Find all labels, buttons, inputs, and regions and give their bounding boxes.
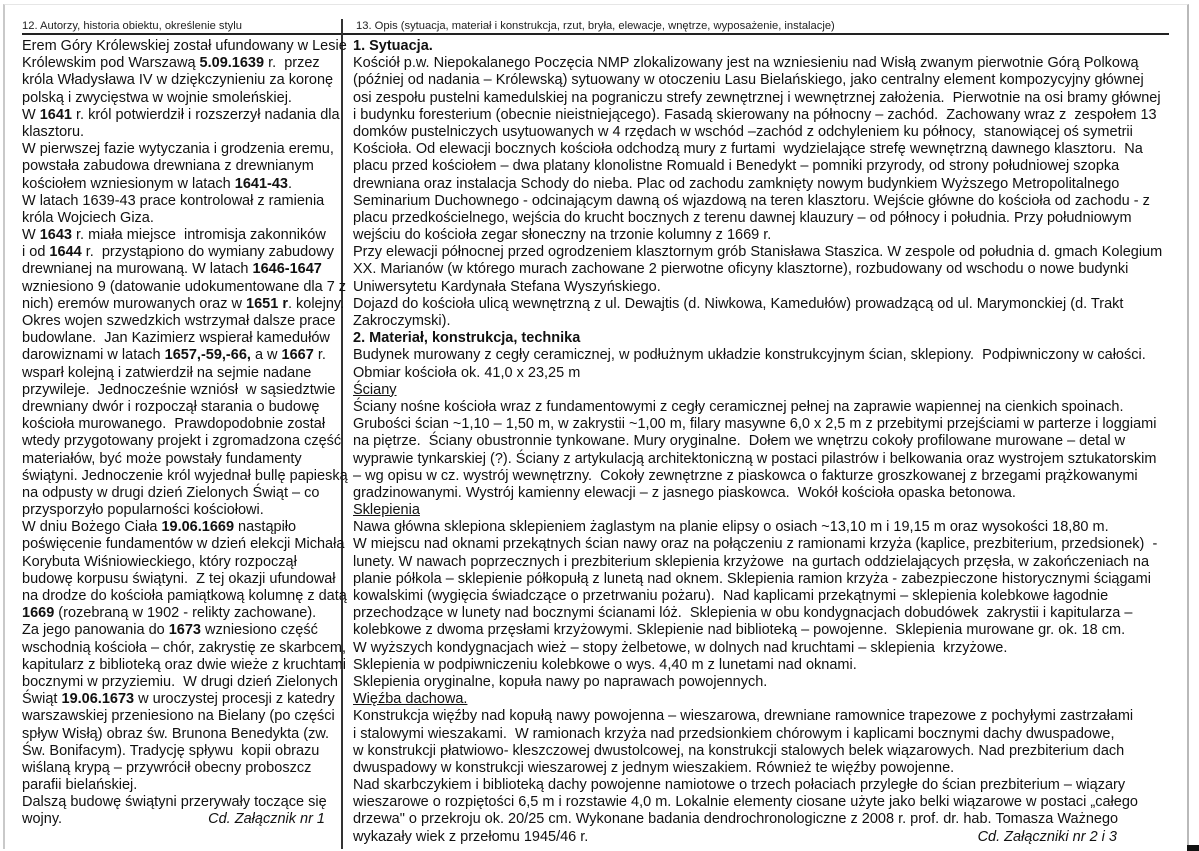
text-line — [353, 382, 1187, 399]
text-run: na odpusty w drugi dzień Zielonych Świąt – co — [22, 484, 320, 501]
text-run: kapitularz z biblioteką oraz dwie wieże z kruchtami — [22, 656, 346, 673]
text-run: polską i zwycięstwa w wojnie smoleńskiej. — [22, 89, 292, 106]
text-line — [22, 72, 340, 89]
text-line — [22, 330, 340, 347]
bold-text: 1657,-59,-66, — [164, 347, 251, 364]
text-line — [22, 107, 340, 124]
text-run: budowlane. Jan Kazimierz wspierał kamedułów — [22, 330, 330, 347]
text-line — [353, 330, 1187, 347]
text-run: nastąpiło — [234, 519, 297, 536]
text-run: przechodzące w lunety nad bocznymi ścianami lóż. Sklepienia w obu kondygnacjach dobudówek zakrystii i kapitularza – — [353, 605, 1133, 622]
text-line — [353, 261, 1187, 278]
text-run: Korybuta Wiśniowieckiego, który rozpoczął — [22, 553, 297, 570]
text-run: w uroczystej procesji z katedry — [134, 691, 335, 708]
text-line — [353, 794, 1187, 811]
text-line — [353, 640, 1187, 657]
text-run: poświęcenie fundamentów w dzień elekcji Michała — [22, 536, 345, 553]
text-line — [22, 554, 340, 571]
text-line — [22, 674, 340, 691]
text-line — [353, 210, 1187, 227]
text-line — [353, 38, 1187, 55]
text-line — [353, 726, 1187, 743]
text-run: W — [22, 106, 40, 123]
text-line — [353, 536, 1187, 553]
text-line — [22, 227, 340, 244]
text-line — [22, 691, 340, 708]
text-run: W miejscu nad oknami przekątnych ścian nawy oraz na połączeniu z ramionami krzyża (kaplice, prezbiterium, przedsionek) - — [353, 536, 1158, 553]
subsection-heading: Sklepienia — [353, 502, 420, 519]
text-run: W dniu Bożego Ciała — [22, 519, 162, 536]
text-line — [353, 416, 1187, 433]
text-run: wzniesiono część — [201, 622, 318, 639]
text-line — [353, 605, 1187, 622]
text-line — [353, 279, 1187, 296]
text-line — [353, 90, 1187, 107]
text-run: warszawskiej przeniesiono na Bielany (po części — [22, 708, 335, 725]
text-run: (rozebraną w 1902 - relikty zachowane). — [54, 605, 317, 622]
subsection-heading: Ściany — [353, 381, 397, 398]
text-run: . kolejny. — [287, 295, 345, 312]
text-run: drewniany dwór i rozpoczął starania o budowę — [22, 398, 320, 415]
text-run: . — [287, 175, 292, 192]
text-run: Sklepienia w podpiwniczeniu kolebkowe o wys. 4,40 m z lunetami nad oknami. — [353, 656, 857, 673]
text-line — [22, 502, 340, 519]
text-run: kowalskimi (wygięcia świadczące o przetrwaniu pożaru). Nad kaplicami przekątnymi – sklepienia kolebkowe łagodnie — [353, 588, 1109, 604]
text-run: Sklepienia oryginalne, kopuła nawy po naprawach powojennych. — [353, 673, 768, 690]
text-line — [353, 674, 1187, 691]
text-line — [353, 468, 1187, 485]
text-line — [22, 639, 346, 657]
text-run: materiałów, być może powstały fundamenty — [22, 450, 302, 467]
text-run: r. — [313, 347, 326, 364]
text-run: wtedy przygotowany projekt i zgromadzona część — [22, 433, 342, 450]
text-run: świątyni. Jednoczenie król wyjednał bullę papieską — [22, 467, 348, 484]
text-line — [22, 244, 340, 261]
text-run: przywileje. Jednocześnie wzniósł w sąsiedztwie — [22, 381, 336, 398]
text-run: drewnianej na murowaną. W latach — [22, 261, 253, 278]
text-line — [353, 347, 1187, 364]
text-run: kolebkowe z dwoma przęsłami krzyżowymi. Sklepienie nad biblioteką – powojenne. Sklepienia murowane gr. ok. 18 cm. — [353, 622, 1126, 639]
text-line — [22, 90, 340, 107]
text-run: nich) eremów murowanych oraz w — [22, 295, 247, 312]
text-run: drzewa" o przekroju ok. 20/25 cm. Wykonane badania dendrochronologiczne z 2008 r. prof. dr. hab. Tomasza Ważnego — [353, 811, 1119, 828]
text-run: Seminarium Duchownego - odcinającym dawną oś wjazdową na teren klasztoru. Wejście główne do kościoła od zachodu - z — [353, 192, 1150, 209]
text-run: (później od nadania – Królewską) sytuowany w otoczeniu Lasu Bielańskiego, jako centralny element kompozycyjny głównej — [353, 72, 1144, 89]
bold-text: 1641-43 — [234, 175, 288, 192]
text-run: i budynku foresterium (obecnie nieistniejącego). Fasadą skierowany na północny – zachód. Zachowany wraz z zespołem 13 — [353, 106, 1157, 123]
text-run: Przy elewacji północnej przed ogrodzeniem klasztornym grób Stanisława Staszica. W zespole od południa d. gmach Kolegium — [353, 244, 1163, 261]
text-run: r. przystąpiono do wymiany zabudowy — [81, 244, 334, 261]
text-run: wyprawie tynkarskiej (?). Ściany z artykulacją architektoniczną w postaci pilastrów i belkowania oraz wystrojem sztukatorskim — [353, 450, 1157, 467]
bold-text: 1644 — [49, 244, 82, 261]
text-run: Dalszą budowę świątyni przerywały toczące się — [22, 794, 327, 811]
text-run: placu przedkościelnego, wejścia do krucht bocznych z terenu dawnej klauzury – od północy i południa. Przy południowym — [353, 209, 1132, 226]
text-line — [22, 708, 340, 725]
bold-text: 1669 — [22, 605, 55, 622]
text-line — [353, 777, 1187, 794]
text-line — [353, 760, 1187, 777]
text-line — [22, 467, 348, 485]
text-line — [22, 416, 340, 433]
text-run: wieszarowe o rozpiętości 6,5 m i rozstawie 4,0 m. Lokalnie elementy ciosane użyte jako belki wiązarowe w postaci „całego — [353, 794, 1138, 811]
text-line — [353, 227, 1187, 244]
text-run: – wg opisu w cz. wystrój wewnętrzny. Cokoły zewnętrzne z piaskowca o fakturze groszkowanej z brzegami prążkowanymi — [353, 467, 1138, 484]
history-column — [22, 38, 348, 829]
text-line — [353, 296, 1187, 313]
text-line — [22, 485, 340, 502]
bold-text: 1667 — [281, 347, 314, 364]
text-run: Świąt — [22, 691, 62, 708]
text-line — [22, 743, 340, 760]
text-line — [22, 278, 347, 296]
text-run: wschodnią kościoła – chór, zakrystię ze skarbcem, — [22, 639, 346, 656]
text-run: i stalowymi wieszakami. W ramionach krzyża nad przedsionkiem chórowym i kaplicami bocznymi dachy dwuspadowe, — [353, 725, 1115, 742]
text-line — [22, 536, 345, 553]
text-run: bocznymi w przyziemiu. W drugi dzień Zielonych — [22, 673, 338, 690]
text-run: Kościoła. Od elewacji bocznych kościoła odchodzą mury z furtami wydzielające strefę wewnętrzną dawnego klasztoru. Na — [353, 141, 1143, 158]
text-run: planie półkola – sklepienie półkopułą z lunetą nad oknem. Sklepienia ramion krzyża - zabezpieczone historycznymi ściągami — [353, 570, 1151, 587]
text-run: Kościół p.w. Niepokalanego Poczęcia NMP zlokalizowany jest na wzniesieniu nad Wisłą zwanym pierwotnie Górą Polkową — [353, 55, 1139, 72]
bold-text: 1651 r — [246, 295, 288, 312]
bold-text: 19.06.1673 — [61, 691, 135, 708]
text-line — [22, 519, 340, 536]
text-line — [22, 656, 346, 674]
text-run: wsparł kolejną i zatwierdził na sejmie nadane — [22, 364, 312, 381]
text-line — [22, 777, 340, 794]
text-line — [353, 433, 1187, 450]
text-line — [22, 210, 340, 227]
text-run: przysporzyło popularności kościołowi. — [22, 502, 264, 519]
bold-text: 1. Sytuacja. — [353, 38, 433, 54]
text-line — [353, 399, 1187, 416]
text-line — [353, 811, 1187, 828]
text-run: W latach 1639-43 prace kontrolował z ramienia — [22, 192, 325, 209]
text-run: W — [22, 227, 40, 244]
text-run: Erem Góry Królewskiej został ufundowany w Lesie — [22, 38, 347, 54]
text-run: Królewskim pod Warszawą — [22, 55, 200, 72]
text-run: króla Władysława IV w dziękczynieniu za koronę — [22, 72, 334, 89]
text-line — [353, 124, 1187, 141]
text-run: króla Wojciech Giza. — [22, 209, 154, 226]
text-line — [22, 141, 340, 158]
text-line — [22, 794, 340, 811]
header-rule-right — [343, 33, 1169, 35]
text-run: parafii bielańskiej. — [22, 777, 138, 794]
text-line — [353, 519, 1187, 536]
text-run: drewniana oraz instalacja Schody do nieba. Plac od zachodu zamknięty nowym budynkiem Wyższego Metropolitalnego — [353, 175, 1120, 192]
text-run: Grubości ścian ~1,10 – 1,50 m, w zakrystii ~1,00 m, filary masywne 6,0 x 2,5 m z przebitymi przejściami w parterze i loggiami — [353, 416, 1157, 433]
text-run: wzniesiono 9 (datowanie udokumentowane dla 7 z — [22, 278, 347, 295]
text-run: budowę korpusu świątyni. Z tej okazji ufundował — [22, 570, 336, 587]
bold-text: 2. Materiał, konstrukcja, technika — [353, 330, 581, 347]
text-run: kościołem wzniesionym w latach — [22, 175, 235, 192]
text-line — [22, 295, 345, 313]
bold-text: 19.06.1669 — [161, 519, 235, 536]
text-run: Zakroczymski). — [353, 313, 451, 329]
text-line — [353, 107, 1187, 124]
text-line — [353, 193, 1187, 210]
text-line — [353, 55, 1187, 72]
text-line — [353, 743, 1187, 760]
text-line — [353, 313, 1187, 330]
text-run: na drodze do kościoła pamiątkową kolumnę z datą — [22, 588, 347, 604]
description-column — [353, 38, 1187, 846]
text-run: XX. Marianów (w którego murach zachowane 2 pierwotne oficyny klasztorne), rozbudowany od wschodu o nowe budynki — [353, 261, 1129, 278]
text-run: osi zespołu pustelni kamedulskiej na pograniczu strefy zewnętrznej i wewnętrznej założenia. Pierwotnie na osi bramy głównej — [353, 89, 1161, 106]
text-line — [22, 571, 340, 588]
text-line — [353, 485, 1187, 502]
text-line — [22, 365, 340, 382]
text-run: r. przez — [264, 55, 320, 72]
text-line — [353, 72, 1187, 89]
text-line — [353, 365, 1187, 382]
text-run: r. miała miejsce intromisja zakonników — [71, 227, 326, 244]
text-line — [353, 502, 1187, 519]
text-line — [22, 605, 340, 622]
text-run: i od — [22, 244, 50, 261]
text-line — [22, 193, 340, 210]
text-run: a w — [250, 347, 282, 364]
text-line — [22, 176, 340, 193]
text-line — [22, 313, 340, 330]
section-13-header: 13. Opis (sytuacja, materiał i konstrukcja, rzut, bryła, elewacje, wnętrze, wyposażenie, instalacje) — [356, 20, 835, 32]
text-run: wojny. — [22, 811, 63, 828]
text-run: Dojazd do kościoła ulicą wewnętrzną z ul. Dewajtis (d. Niwkowa, Kamedułów) prowadzącą od ul. Marymonckiej (d. Trakt — [353, 295, 1124, 312]
text-line — [353, 554, 1187, 571]
text-line — [353, 451, 1187, 468]
text-line — [353, 244, 1187, 261]
text-run: powstała zabudowa drewniana z drewnianym — [22, 158, 314, 175]
text-run: spływ Wisłą) obraz św. Brunona Benedykta (zw. — [22, 725, 330, 742]
text-run: Za jego panowania do — [22, 622, 169, 639]
text-run: lunety. W nawach poprzecznych i prezbiterium sklepienia krzyżowe na gurtach oddzielających przęsła, w zakończeniach na — [353, 553, 1150, 570]
text-line — [22, 158, 340, 175]
text-run: kościoła murowanego. Prawdopodobnie został — [22, 416, 326, 433]
text-line — [22, 38, 347, 55]
text-run: Okres wojen szwedzkich wstrzymał dalsze prace — [22, 313, 336, 329]
text-run: Nawa główna sklepiona sklepieniem żaglastym na planie elipsy o osiach ~13,10 m i 19,15 m oraz wysokości 18,80 m. — [353, 519, 1109, 536]
text-line — [22, 622, 340, 639]
text-run: W wyższych kondygnacjach wież – stopy żelbetowe, w dolnych nad kruchtami – sklepienia krzyżowe. — [353, 639, 1008, 656]
text-run: domków pustelniczych usytuowanych w 4 rzędach w wschód –zachód z odchyleniem ku północy, stanowiącej oś symetrii — [353, 123, 1133, 140]
text-line — [22, 399, 340, 416]
text-run: na piętrze. Ściany obustronnie tynkowane. Mury oryginalne. Dołem we wnętrzu cokoły profilowane murowane – detal w — [353, 433, 1126, 450]
text-line — [22, 726, 340, 743]
text-line — [22, 760, 340, 777]
text-line — [353, 176, 1187, 193]
text-run: placu przed kościołem – dwa platany klonolistne Romuald i Benedykt – pomniki przyrody, od strony południowej szopka — [353, 158, 1120, 175]
scan-corner-mark — [1187, 845, 1199, 851]
text-line — [22, 347, 340, 364]
continuation-note: Cd. Załącznik nr 1 — [208, 811, 325, 828]
text-line — [353, 158, 1187, 175]
bold-text: 1641 — [39, 106, 72, 123]
text-run: darowiznami w latach — [22, 347, 165, 364]
bold-text: 1643 — [39, 227, 72, 244]
bold-text: 1673 — [168, 622, 201, 639]
text-run: Konstrukcja więźby nad kopułą nawy powojenna – wieszarowa, drewniane ramownice trapezowe z pochyłymi zastrzałami — [353, 708, 1134, 725]
text-line — [22, 261, 340, 278]
text-run: r. król potwierdził i rozszerzył nadania dla — [71, 106, 340, 123]
text-line — [353, 571, 1187, 588]
text-run: Ściany nośne kościoła wraz z fundamentowymi z cegły ceramicznej pełnej na zaprawie wapiennej na cienkich spoinach. — [353, 398, 1124, 415]
text-run: wiślaną krypą – przywrócił obecny proboszcz — [22, 759, 312, 776]
text-run: Nad skarbczykiem i biblioteką dachy powojenne namiotowe o trzech połaciach przyległe do ścian prezbiterium – wiązary — [353, 777, 1126, 794]
text-line — [353, 622, 1187, 639]
text-run: Budynek murowany z cegły ceramicznej, w podłużnym układzie konstrukcyjnym ścian, sklepiony. Podpiwniczony w całości. — [353, 347, 1146, 364]
text-line — [353, 588, 1187, 605]
text-line — [353, 691, 1187, 708]
text-run: Uniwersytetu Kardynała Stefana Wyszyńskiego. — [353, 278, 661, 295]
continuation-note: Cd. Załączniki nr 2 i 3 — [977, 828, 1117, 845]
text-run: w konstrukcji płatwiowo- kleszczowej dwustolcowej, na konstrukcji stalowych belek wiązarowych. Nad prezbiterium dach — [353, 742, 1125, 759]
text-line — [22, 811, 340, 828]
text-line — [22, 451, 340, 468]
subsection-heading: Więźba dachowa. — [353, 691, 468, 708]
text-line — [22, 382, 340, 399]
text-line — [353, 829, 1187, 846]
text-line — [22, 55, 340, 72]
text-line — [353, 657, 1187, 674]
text-line — [353, 708, 1187, 725]
text-line — [22, 124, 340, 141]
text-run: W pierwszej fazie wytyczania i grodzenia eremu, — [22, 141, 334, 158]
bold-text: 5.09.1639 — [199, 55, 265, 72]
text-run: Św. Bonifacym). Tradycję spływu kopii obrazu — [22, 742, 320, 759]
text-run: wykazały wiek z przełomu 1945/46 r. — [353, 828, 589, 845]
text-line — [22, 588, 347, 605]
text-run: klasztoru. — [22, 123, 85, 140]
text-run: gradzinowanymi. Wystrój kamienny elewacji – z jasnego piaskowca. Wokół kościoła opaska betonowa. — [353, 484, 1016, 501]
section-12-header: 12. Autorzy, historia obiektu, określenie stylu — [22, 20, 242, 32]
text-run: wejściu do kościoła zegar słoneczny na trzonie kolumny z 1669 r. — [353, 227, 772, 244]
text-line — [22, 433, 340, 450]
column-divider — [341, 19, 343, 849]
bold-text: 1646-1647 — [252, 261, 322, 278]
header-rule-left — [22, 33, 343, 35]
text-run: Obmiar kościoła ok. 41,0 x 23,25 m — [353, 364, 581, 381]
text-run: dwuspadowy w konstrukcji wieszarowej z jednym wieszakiem. Również te więźby powojenne. — [353, 759, 955, 776]
text-line — [353, 141, 1187, 158]
